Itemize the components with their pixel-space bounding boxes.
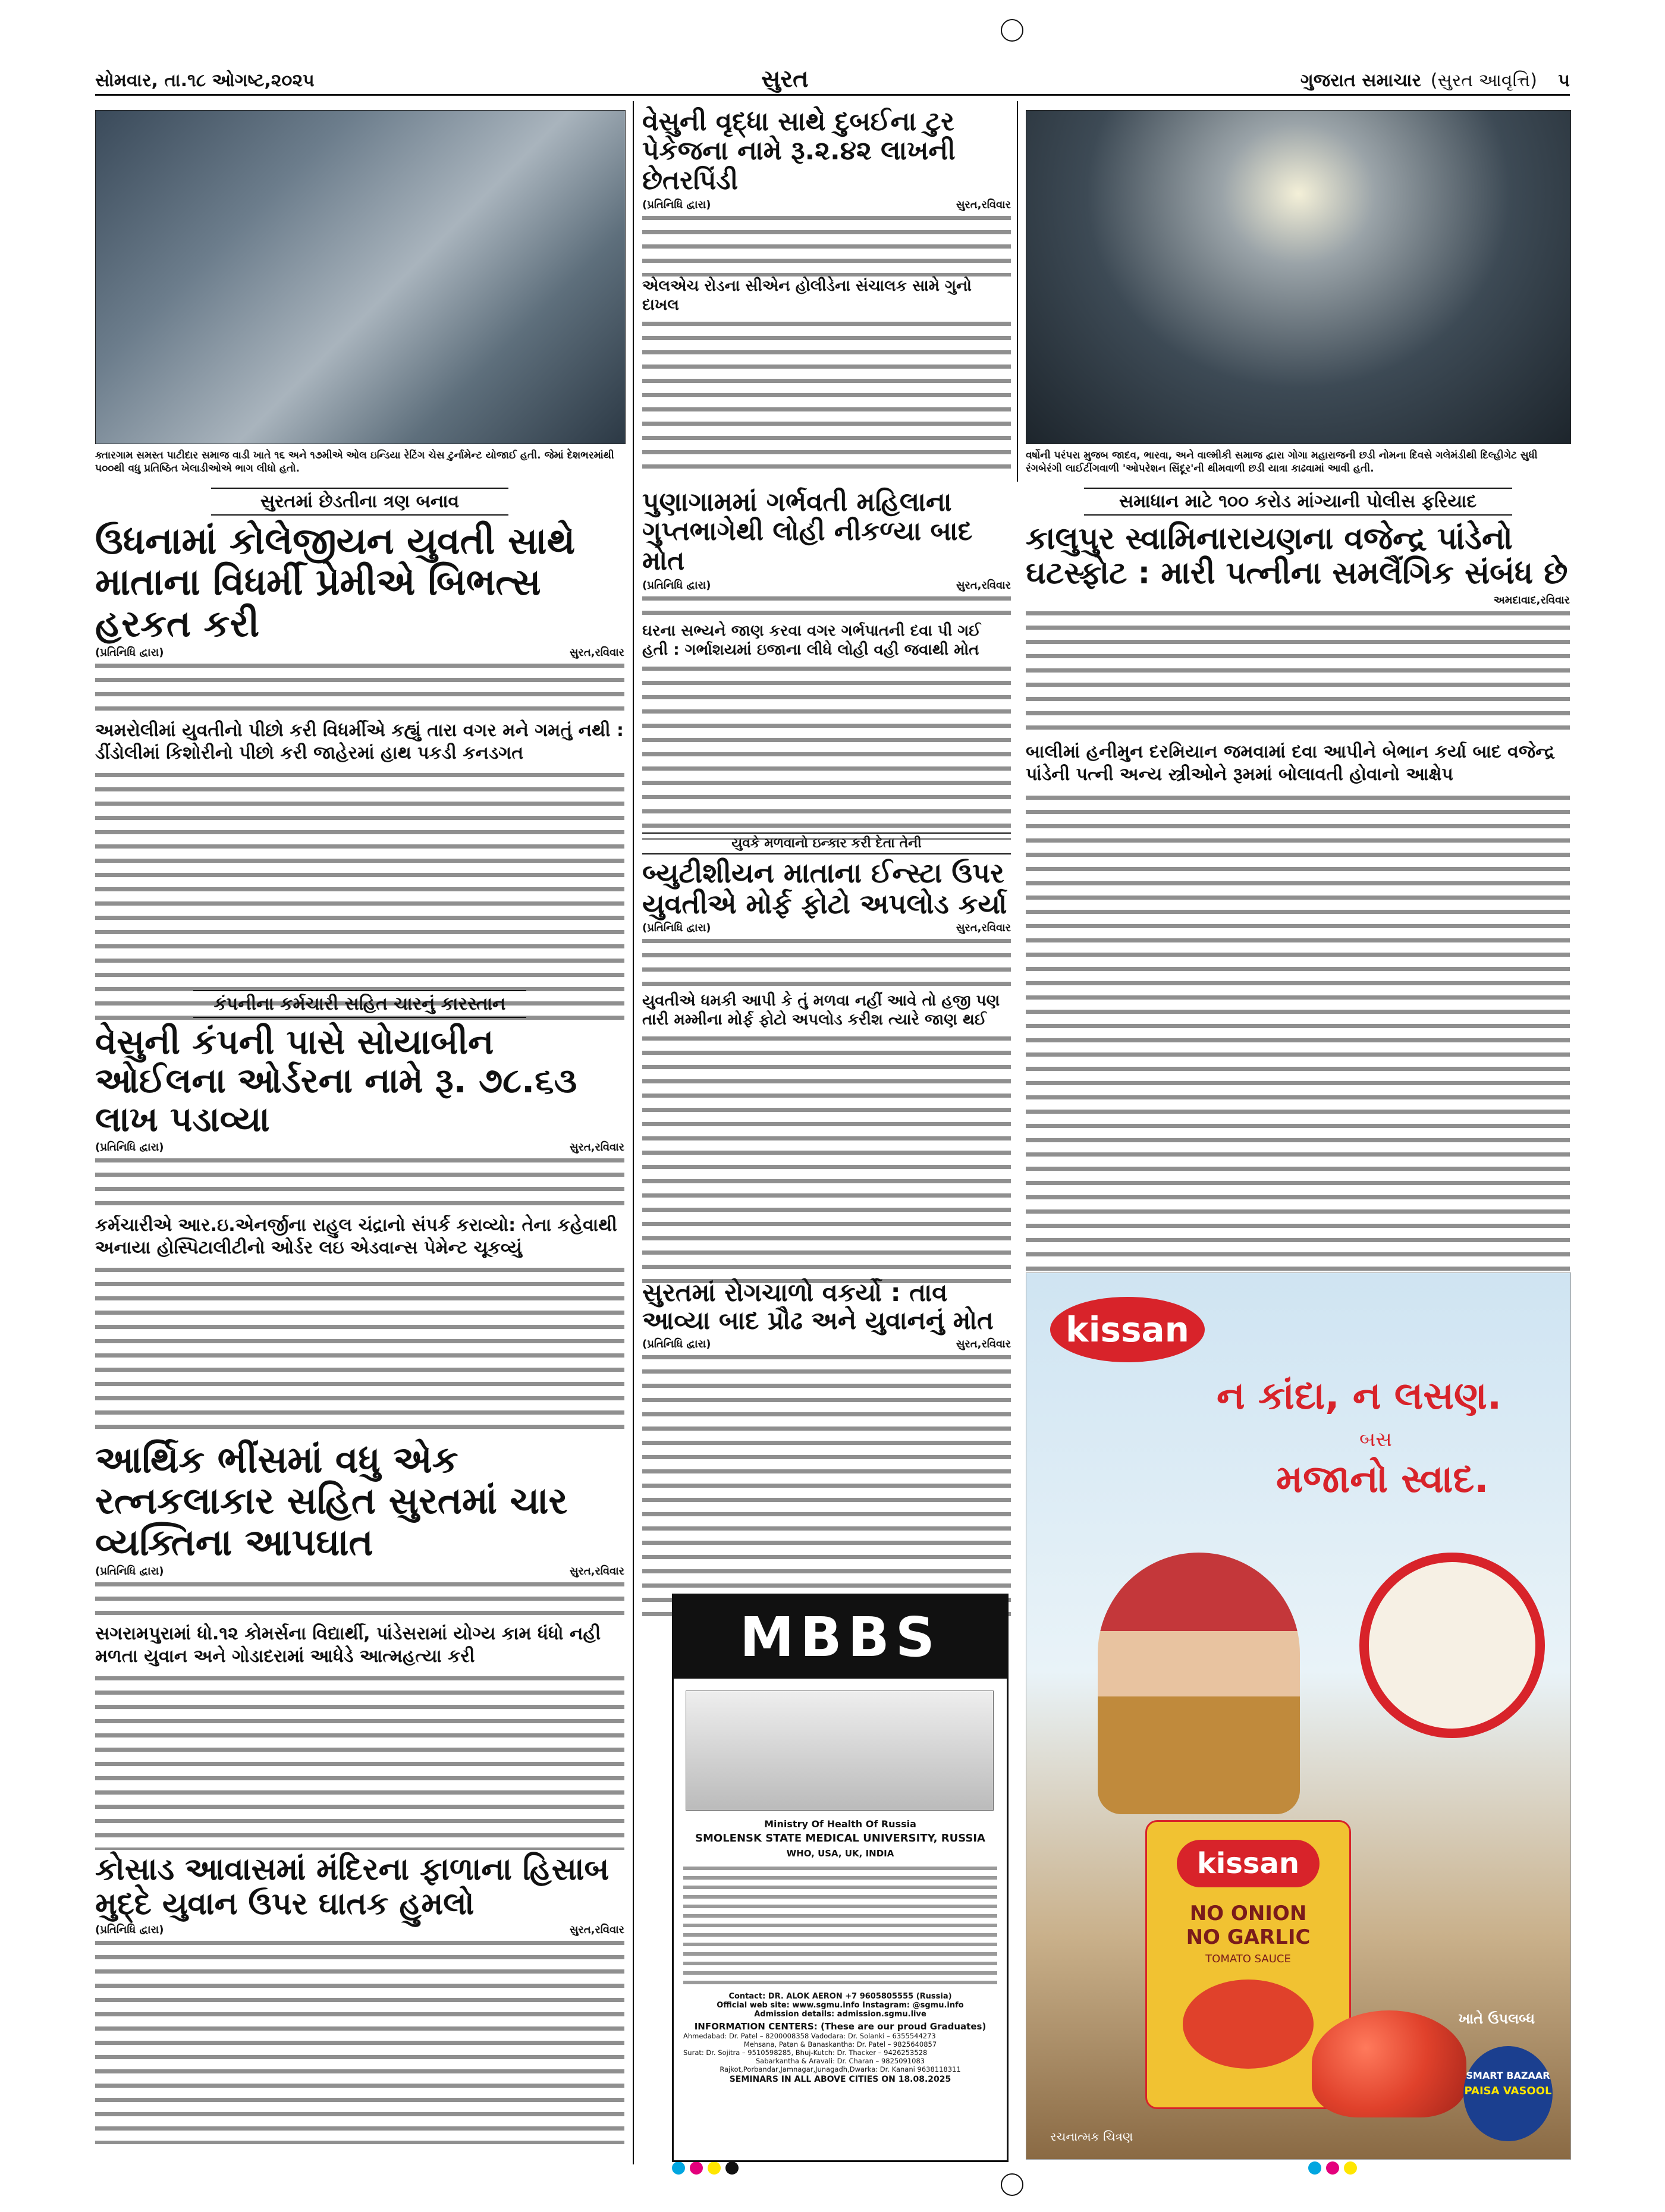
university-building-image	[686, 1691, 994, 1811]
story-pregnant-subhead: ઘરના સભ્યને જાણ કરવા વગર ગર્ભપાતની દવા પી ગઈ હતી : ગર્ભાશયમાં ઇજાના લીધે લોહી વહી જવાથી મોત	[642, 621, 981, 659]
story-kalupur-dateline: અમદાવાદ,રવિવાર	[1493, 594, 1570, 607]
story-dubai-dateline: સુરત,રવિવાર	[956, 198, 1011, 211]
mbbs-seminar: SEMINARS IN ALL ABOVE CITIES ON 18.08.2025	[729, 2075, 951, 2084]
kissan-bas: બસ	[1359, 1428, 1392, 1451]
story-suicide-headline: આર્થિક ભીંસમાં વધુ એક રત્નકલાકાર સહિત સુરતમાં ચાર વ્યક્તિના આપઘાત	[95, 1438, 568, 1564]
kissan-tagline: ન કાંદા, ન લસણ.	[1217, 1374, 1502, 1418]
story-suicide-byline: (પ્રતિનિધિ દ્વારા)	[95, 1565, 164, 1578]
story-beautician-byline: (પ્રતિનિધિ દ્વારા)	[642, 922, 711, 935]
story-kalupur-body-2	[1026, 791, 1570, 1293]
page-header	[95, 65, 1570, 96]
story-kosad-headline: કોસાડ આવાસમાં મંદિરના ફાળાના હિસાબ મુદ્દે યુવાન ઉપર ઘાતક હુમલો	[95, 1852, 610, 1922]
story-dubai-byline: (પ્રતિનિધિ દ્વારા)	[642, 198, 711, 211]
pack-no-garlic: NO GARLIC	[1186, 1925, 1311, 1949]
mbbs-ministry: Ministry Of Health Of Russia	[764, 1818, 916, 1830]
story-soyabean-byline: (પ્રતિનિધિ દ્વારા)	[95, 1140, 164, 1154]
color-swatch-yellow-2	[1344, 2161, 1357, 2175]
chhadi-yatra-photo	[1026, 110, 1571, 444]
chhadi-photo-caption: વર્ષોની પરંપરા મુજબ જાદવ, ભારવા, અને વાલ્મીકી સમાજ દ્વારા ગોગા મહારાજની છડી નોમના દિવસે ગલેમંડીથી દિલ્હીગેટ સુધી રંગબેરંગી લાઈટીંગવાળી 'ઓપરેશન સિંદૂર'ની થીમવાળી છડી યાત્રા કાઢવામાં આવી હતી.	[1026, 450, 1538, 475]
column-rule-1	[633, 101, 634, 2164]
story-beautician-headline: બ્યુટીશીયન માતાના ઈન્સ્ટા ઉપર યુવતીએ મોર્ફ ફોટો અપલોડ કર્યા	[642, 857, 1007, 920]
header-date: સોમવાર, તા.૧૮ ઓગષ્ટ,૨૦૨૫	[95, 70, 315, 91]
pack-tomato-sauce: TOMATO SAUCE	[1205, 1953, 1291, 1965]
story-beautician-body	[642, 934, 1011, 991]
mbbs-city-5: Rajkot,Porbandar,Jamnagar,Junagadh,Dwarka: Dr. Kanani 9638118311	[720, 2065, 961, 2073]
kissan-advertisement	[1026, 1272, 1571, 2160]
story-soyabean-kicker: કંપનીના કર્મચારી સહિત ચારનું કારસ્તાન	[193, 990, 526, 1018]
story-kalupur-subhead: બાલીમાં હનીમુન દરમિયાન જમવામાં દવા આપીને બેભાન કર્યા બાદ વજેન્દ્ર પાંડેની પત્ની અન્ય સ્ત્રીઓને રૂમમાં બોલાવતી હોવાનો આક્ષેપ	[1026, 741, 1555, 785]
story-soyabean-headline: વેસુની કંપની પાસે સોયાબીન ઓઈલના ઓર્ડરના નામે રૂ. ૭૮.૬૩ લાખ પડાવ્યા	[95, 1022, 577, 1139]
story-fever-body	[642, 1350, 1011, 1618]
story-dubai-body	[642, 211, 1011, 276]
chess-photo-caption: ક્તારગામ સમસ્ત પાટીદાર સમાજ વાડી ખાતે ૧૬ અને ૧૭મીએ ઓલ ઇન્ડિયા રેટિંગ ચેસ ટુર્નામેન્ટ યોજાઈ હતી. જેમાં દેશભરમાંથી ૫૦૦થી વધુ પ્રતિષ્ઠિત ખેલાડીઓએ ભાગ લીધો હતો.	[95, 450, 614, 475]
kissan-creative-note: રચનાત્મક ચિત્રણ	[1050, 2129, 1133, 2144]
mbbs-university: SMOLENSK STATE MEDICAL UNIVERSITY, RUSSIA	[695, 1832, 985, 1845]
tomato-pile	[1312, 2010, 1466, 2117]
header-section: સુરત	[761, 65, 809, 93]
story-harassment-byline: (પ્રતિનિધિ દ્વારા)	[95, 646, 164, 659]
story-harassment-dateline: સુરત,રવિવાર	[569, 646, 624, 659]
story-soyabean-body-2	[95, 1263, 624, 1435]
story-soyabean-dateline: સુરત,રવિવાર	[569, 1140, 624, 1154]
kissan-available: ખાતે ઉપલબ્ધ	[1458, 2010, 1535, 2027]
story-pregnant-byline: (પ્રતિનિધિ દ્વારા)	[642, 579, 711, 592]
story-fever-headline: સુરતમાં રોગચાળો વકર્યો : તાવ આવ્યા બાદ પ્રૌઢ અને યુવાનનું મોત	[642, 1278, 994, 1336]
color-swatch-yellow	[708, 2161, 721, 2175]
story-harassment-headline: ઉધનામાં કોલેજીયન યુવતી સાથે માતાના વિધર્મી પ્રેમીએ બિભત્સ હરકત કરી	[95, 519, 576, 645]
mbbs-city-1: Ahmedabad: Dr. Patel – 8200008358 Vadodara: Dr. Solanki – 6355544273	[683, 2032, 936, 2040]
header-paper: ગુજરાત સમાચાર	[1300, 70, 1421, 91]
mbbs-city-3: Surat: Dr. Sojitra – 9510598285, Bhuj-Kutch: Dr. Thacker – 9426253528	[683, 2048, 928, 2057]
story-soyabean-subhead: કર્મચારીએ આર.ઇ.એનર્જીના રાહુલ ચંદ્રાનો સંપર્ક કરાવ્યો: તેના કહેવાથી અનાયા હોસ્પિટાલીટીનો ઓર્ડર લઇ એડવાન્સ પેમેન્ટ ચૂકવ્યું	[95, 1214, 617, 1258]
story-harassment-subhead: અમરોલીમાં યુવતીનો પીછો કરી વિધર્મીએ કહ્યું તારા વગર મને ગમતું નથી : ડીંડોલીમાં કિશોરીનો પીછો કરી જાહેરમાં હાથ પકડી કનડગત	[95, 720, 624, 764]
column-rule-2	[1017, 101, 1018, 482]
smart-bazaar-badge	[1463, 2046, 1553, 2141]
story-fever	[642, 1278, 1011, 1618]
story-soyabean	[95, 990, 624, 1435]
story-beautician	[642, 832, 1011, 1287]
mbbs-website: Official web site: www.sgmu.info Instagram: @sgmu.info	[717, 2001, 964, 2010]
story-beautician-subhead: યુવતીએ ધમકી આપી કે તું મળવા નહીં આવે તો હજી પણ તારી મમ્મીના મોર્ફ ફોટો અપલોડ કરીશ ત્યારે જાણ થઈ	[642, 992, 1000, 1029]
mbbs-ad-title: MBBS	[674, 1595, 1007, 1679]
story-kosad-body	[95, 1936, 624, 2144]
registration-mark-top	[1001, 19, 1023, 42]
color-swatch-magenta-2	[1326, 2161, 1339, 2175]
story-harassment-body	[95, 659, 624, 716]
story-pregnant-body	[642, 592, 1011, 621]
mbbs-advertisement	[672, 1594, 1009, 2162]
pack-no-onion: NO ONION	[1189, 1902, 1307, 1925]
story-beautician-body-2	[642, 1032, 1011, 1287]
story-pregnant	[642, 488, 1011, 840]
story-fever-dateline: સુરત,રવિવાર	[956, 1338, 1011, 1351]
color-swatch-cyan-2	[1308, 2161, 1321, 2175]
mbbs-ad-body	[683, 1864, 997, 1988]
paisa-vasool-label: PAISA VASOOL	[1464, 2085, 1552, 2097]
story-pregnant-body-2	[642, 662, 1011, 840]
story-dubai-headline: વેસુની વૃદ્ધા સાથે દુબઈના ટુર પેકેજના નામે રૂ.૨.૪૨ લાખની છેતરપિંડી	[642, 106, 956, 196]
story-kalupur	[1026, 488, 1570, 1293]
mbbs-contact: Contact: DR. ALOK AERON +7 9605805555 (Russia)	[728, 1992, 952, 2001]
story-suicide-dateline: સુરત,રવિવાર	[569, 1565, 624, 1578]
kissan-logo: kissan	[1050, 1297, 1205, 1362]
header-page-number: ૫	[1558, 70, 1570, 91]
story-harassment	[95, 488, 624, 1030]
no-onion-sign	[1359, 1553, 1545, 1738]
story-kalupur-body	[1026, 607, 1570, 737]
story-pregnant-headline: પુણાગામમાં ગર્ભવતી મહિલાના ગુપ્તભાગેથી લોહી નીકળ્યા બાદ મોત	[642, 487, 973, 576]
story-fever-byline: (પ્રતિનિધિ દ્વારા)	[642, 1338, 711, 1351]
kissan-tagline-2: મજાનો સ્વાદ.	[1276, 1457, 1489, 1501]
story-beautician-dateline: સુરત,રવિવાર	[956, 922, 1011, 935]
farmer-illustration	[1098, 1553, 1300, 1814]
story-suicide-subhead: સગરામપુરામાં ધો.૧૨ કોમર્સના વિદ્યાર્થી, પાંડેસરામાં યોગ્ય કામ ધંધો નહી મળતા યુવાન અને ગોડાદરામાં આધેડે આત્મહત્યા કરી	[95, 1623, 601, 1667]
color-swatch-magenta	[690, 2161, 703, 2175]
chess-tournament-photo	[95, 110, 626, 444]
pack-brand: kissan	[1177, 1840, 1320, 1887]
pack-tomato-image	[1183, 1980, 1314, 2069]
story-kosad-dateline: સુરત,રવિવાર	[569, 1924, 624, 1937]
story-soyabean-body	[95, 1154, 624, 1211]
mbbs-centers: INFORMATION CENTERS: (These are our proud Graduates)	[694, 2021, 987, 2032]
story-kosad-byline: (પ્રતિનિધિ દ્વારા)	[95, 1924, 164, 1937]
mbbs-approvals: WHO, USA, UK, INDIA	[786, 1848, 894, 1859]
registration-mark-bottom	[1001, 2173, 1023, 2196]
story-harassment-kicker: સુરતમાં છેડતીના ત્રણ બનાવ	[211, 488, 508, 516]
mbbs-city-2: Mehsana, Patan & Banaskantha: Dr. Patel – 9825640857	[743, 2040, 937, 2048]
story-beautician-kicker: યુવકે મળવાનો ઇન્કાર કરી દેતા તેની	[642, 832, 1011, 854]
story-dubai-subhead: એલએચ રોડના સીએન હોલીડેના સંચાલક સામે ગુનો દાખલ	[642, 276, 972, 314]
story-kalupur-kicker: સમાધાન માટે ૧૦૦ કરોડ માંગ્યાની પોલીસ ફરિયાદ	[1084, 488, 1512, 516]
color-swatch-black	[725, 2161, 739, 2175]
story-dubai-body-2	[642, 317, 1011, 469]
chess-photo-block	[95, 110, 624, 475]
story-kalupur-headline: કાલુપુર સ્વામિનારાયણના વજેન્દ્ર પાંડેનો ઘટસ્ફોટ : મારી પત્નીના સમલૈંગિક સંબંધ છે	[1026, 521, 1568, 592]
mbbs-city-4: Sabarkantha & Aravali: Dr. Charan – 9825091083	[755, 2057, 925, 2065]
mbbs-admission: Admission details: admission.sgmu.live	[754, 2010, 926, 2019]
story-suicide-body-2	[95, 1671, 624, 1850]
story-suicide	[95, 1439, 624, 1850]
story-kosad	[95, 1852, 624, 2144]
header-edition: (સુરત આવૃત્તિ)	[1430, 70, 1537, 91]
color-swatch-cyan	[672, 2161, 685, 2175]
story-suicide-body	[95, 1578, 624, 1620]
chhadi-photo-block	[1026, 110, 1570, 475]
smart-bazaar-label: SMART BAZAAR	[1466, 2070, 1550, 2081]
story-pregnant-dateline: સુરત,રવિવાર	[956, 579, 1011, 592]
story-dubai	[642, 107, 1011, 469]
